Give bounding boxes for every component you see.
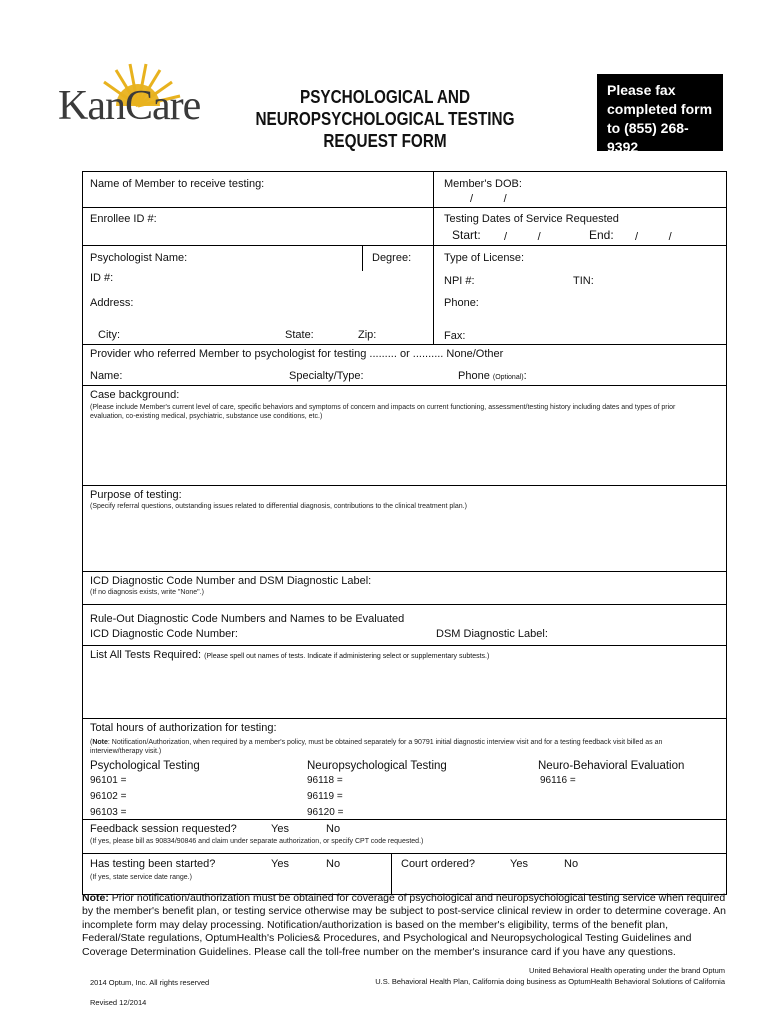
feedback-no[interactable]: No <box>326 823 341 835</box>
title-line-2: NEUROPSYCHOLOGICAL TESTING <box>255 109 515 129</box>
note-bold: Note <box>92 739 108 746</box>
divider <box>82 718 727 719</box>
started-yes[interactable]: Yes <box>271 858 289 870</box>
tests-hint: (Please spell out names of tests. Indicate if administering select or supplementary subtests.) <box>204 653 490 660</box>
code-96118[interactable]: 96118 = <box>307 775 343 786</box>
referral-heading: Provider who referred Member to psychologist for testing ......... or .......... None/Other <box>90 348 504 360</box>
court-yes[interactable]: Yes <box>510 858 528 870</box>
column-divider <box>391 853 392 895</box>
divider <box>82 385 727 386</box>
fax-line-2: completed form <box>607 101 713 117</box>
referral-phone-label <box>458 370 527 382</box>
phone-label: Phone: <box>444 297 479 309</box>
testing-dates-label: Testing Dates of Service Requested <box>444 213 619 225</box>
code-96119[interactable]: 96119 = <box>307 791 343 802</box>
dob-slashes[interactable]: / / <box>470 193 507 205</box>
enrollee-id-label: Enrollee ID #: <box>90 213 157 225</box>
code-96120[interactable]: 96120 = <box>307 807 344 818</box>
hours-label: Total hours of authorization for testing: <box>90 722 277 734</box>
footer-right-2: U.S. Behavioral Health Plan, California doing business as OptumHealth Behavioral Solutions of California <box>375 977 725 986</box>
note-open: ( <box>90 739 93 746</box>
neuropsych-testing-head: Neuropsychological Testing <box>307 760 447 772</box>
psych-testing-head: Psychological Testing <box>90 760 200 772</box>
purpose-hint: (Specify referral questions, outstanding issues related to differential diagnosis, contributions to the clinical treatment plan.) <box>90 503 467 510</box>
column-divider <box>433 171 434 345</box>
psychologist-id-label: ID #: <box>90 272 114 284</box>
kancare-logo <box>56 60 201 130</box>
icd-hint: (If no diagnosis exists, write "None".) <box>90 589 204 596</box>
city-label: City: <box>98 329 120 341</box>
purpose-field[interactable] <box>86 514 722 568</box>
footer-revised: Revised 12/2014 <box>90 998 147 1007</box>
hours-note <box>90 738 710 756</box>
icd-label: ICD Diagnostic Code Number and DSM Diagnostic Label: <box>90 575 372 587</box>
state-label: State: <box>285 329 314 341</box>
ruleout-dsm-label: DSM Diagnostic Label: <box>436 628 548 640</box>
fax-line-3: to (855) 268-9392 <box>607 120 689 155</box>
title-line-3: REQUEST FORM <box>323 131 447 151</box>
zip-label: Zip: <box>358 329 377 341</box>
tests-required-label <box>90 649 489 661</box>
bottom-note-text: Prior notification/authorization must be obtained for coverage of psychological and neuropsychological testing service when required by the member's benefit plan, or testing service otherwise may be subject to post-service clinical review in order to determine coverage. An incomplete form may delay processing. Notification/authorization is based on the member's eligibility, terms of the benefit plan, Federal/State regulations, OptumHealth's Policies& Procedures, and Psychological and Neuropsychological Testing Guidelines and Coverage Determination Guidelines. Please call the toll-free number on the member's insurance card if you have any questions. <box>82 892 726 958</box>
fax-line-1: Please fax <box>607 82 676 98</box>
referral-specialty-label: Specialty/Type: <box>289 370 364 382</box>
note-text: : Notification/Authorization, when required by a member's policy, must be obtained separately for a 90791 initial diagnostic interview visit and for a testing feedback visit billed as an interview/therapy visit.) <box>90 739 663 755</box>
divider <box>82 645 727 646</box>
referral-phone-optional: (Optional) <box>492 374 524 381</box>
started-label: Has testing been started? <box>90 858 216 870</box>
code-96103[interactable]: 96103 = <box>90 807 127 818</box>
degree-label: Degree: <box>372 252 412 264</box>
referral-name-label: Name: <box>90 370 123 382</box>
feedback-hint: (If yes, please bill as 90834/90846 and claim under separate authorization, or specify CPT code requested.) <box>90 838 424 845</box>
started-no[interactable]: No <box>326 858 341 870</box>
tests-field[interactable] <box>86 662 722 716</box>
purpose-label: Purpose of testing: <box>90 489 182 501</box>
case-background-label: Case background: <box>90 389 180 401</box>
code-96116[interactable]: 96116 = <box>540 775 576 786</box>
divider <box>82 819 727 820</box>
ruleout-icd-label: ICD Diagnostic Code Number: <box>90 628 238 640</box>
footer-copyright: 2014 Optum, Inc. All rights reserved <box>90 978 210 987</box>
code-96102[interactable]: 96102 = <box>90 791 127 802</box>
fax-instructions-box <box>597 74 723 155</box>
court-ordered-label: Court ordered? <box>401 858 475 870</box>
bottom-note <box>82 892 732 959</box>
case-background-field[interactable] <box>86 424 722 482</box>
member-name-label: Name of Member to receive testing: <box>90 178 265 190</box>
bottom-note-bold: Note: <box>82 892 109 904</box>
start-date-label: Start: <box>452 228 481 242</box>
ruleout-label: Rule-Out Diagnostic Code Numbers and Names to be Evaluated <box>90 613 405 625</box>
license-type-label: Type of License: <box>444 252 525 264</box>
divider <box>82 344 727 345</box>
member-dob-label: Member's DOB: <box>444 178 522 190</box>
divider <box>82 571 727 572</box>
tests-label-text: List All Tests Required: <box>90 649 202 661</box>
divider <box>82 604 727 605</box>
court-no[interactable]: No <box>564 858 579 870</box>
form-title <box>228 86 543 152</box>
referral-phone-text: Phone <box>458 370 490 382</box>
divider <box>82 485 727 486</box>
psychologist-name-label: Psychologist Name: <box>90 252 188 264</box>
end-date-slashes[interactable]: / / <box>635 231 672 243</box>
end-date-label: End: <box>589 228 614 242</box>
kancare-wordmark: KanCare <box>58 83 201 129</box>
address-label: Address: <box>90 297 134 309</box>
feedback-yes[interactable]: Yes <box>271 823 289 835</box>
npi-label: NPI #: <box>444 275 475 287</box>
divider <box>82 245 727 246</box>
divider <box>82 853 727 854</box>
divider <box>82 207 727 208</box>
feedback-label: Feedback session requested? <box>90 823 237 835</box>
column-divider <box>362 245 363 271</box>
referral-phone-colon: : <box>523 370 527 382</box>
fax-label: Fax: <box>444 330 466 342</box>
start-date-slashes[interactable]: / / <box>504 231 541 243</box>
title-line-1: PSYCHOLOGICAL AND <box>299 87 470 107</box>
footer-right-1: United Behavioral Health operating under the brand Optum <box>529 966 725 975</box>
case-background-hint: (Please include Member's current level of care, specific behaviors and symptoms of concern and impacts on current functioning, assessment/testing history including dates and types of prior evaluation, co-existing medical, psychiatric, substance use conditions, etc.) <box>90 404 676 420</box>
tin-label: TIN: <box>573 275 594 287</box>
started-hint: (If yes, state service date range.) <box>90 874 192 881</box>
code-96101[interactable]: 96101 = <box>90 775 127 786</box>
neurobehavioral-head: Neuro-Behavioral Evaluation <box>538 760 685 772</box>
